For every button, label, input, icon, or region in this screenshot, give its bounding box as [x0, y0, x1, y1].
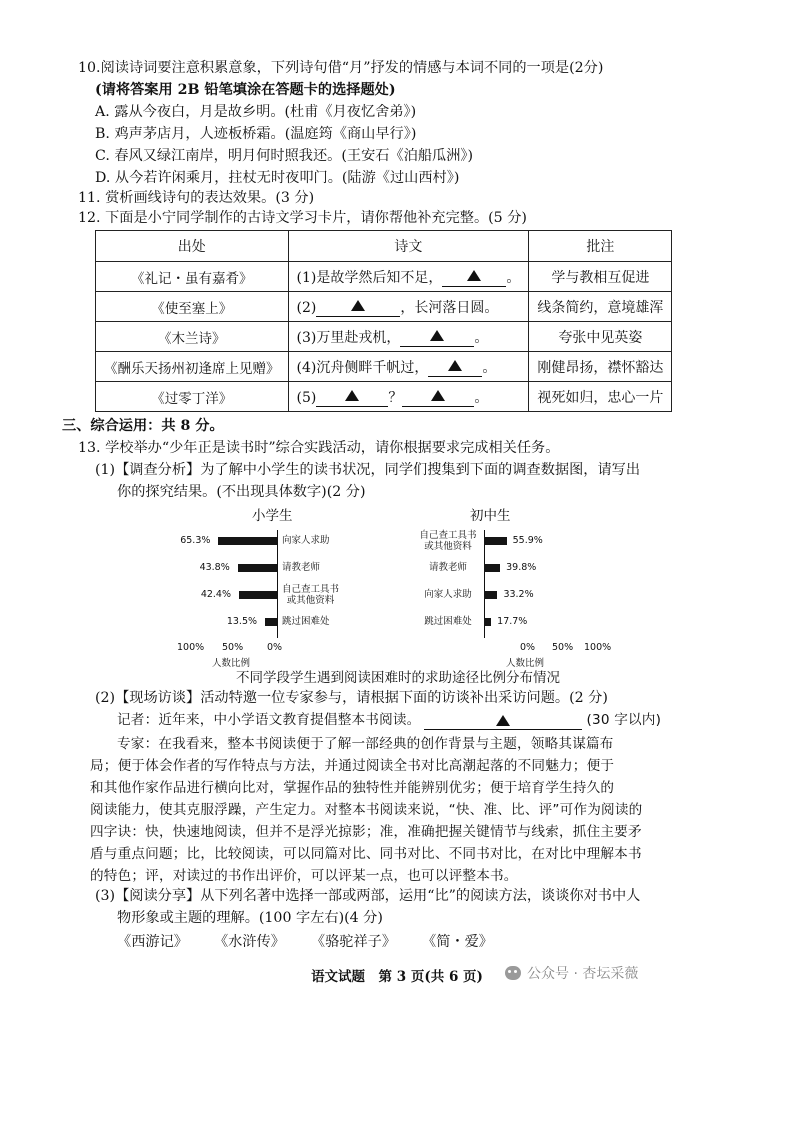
- row-note: 线条简约，意境雄浑: [529, 292, 672, 322]
- q13-part3-line2: 物形象或主题的理解。(100 字左右)(4 分): [117, 910, 383, 926]
- category-label: 跳过困难处: [424, 616, 472, 627]
- bar: [218, 537, 277, 545]
- chart-title: 小学生: [252, 508, 293, 524]
- q11-stem: 11. 赏析画线诗句的表达效果。(3 分): [78, 190, 315, 206]
- text-part: 。: [482, 359, 497, 376]
- answer-blank[interactable]: [424, 712, 582, 730]
- section-heading: 三、综合运用：共 8 分。: [62, 418, 224, 434]
- q13-stem: 13. 学校举办“少年正是读书时”综合实践活动，请你根据要求完成相关任务。: [78, 440, 560, 456]
- book-list: [117, 932, 493, 952]
- watermark-text: 公众号 · 杏坛采薇: [527, 966, 639, 982]
- bar: [265, 618, 277, 626]
- q10-stem: 10.阅读诗词要注意积累意象，下列诗句借“月”抒发的情感与本词不同的一项是(2分): [78, 60, 604, 76]
- x-tick-label: 100%: [177, 642, 205, 653]
- q13-part2: (2)【现场访谈】活动特邀一位专家参与，请根据下面的访谈补出采访问题。(2 分): [95, 690, 608, 706]
- data-label: 33.2%: [503, 589, 534, 600]
- bar: [239, 591, 277, 599]
- q13-part3-line1: (3)【阅读分享】从下列名著中选择一部或两部，运用“比”的阅读方法，谈谈你对书中人: [95, 888, 641, 904]
- text-part: (1)是故学然后知不足，: [296, 269, 443, 286]
- text-part: ？: [388, 389, 403, 406]
- category-label: 跳过困难处: [282, 616, 330, 627]
- text-part: 。: [474, 329, 489, 346]
- row-text: [288, 292, 529, 322]
- chart-title: 初中生: [470, 508, 511, 524]
- book-title: 《西游记》: [117, 934, 188, 950]
- text-part: 。: [506, 269, 521, 286]
- category-label: 向家人求助: [424, 589, 472, 600]
- category-label: 自己查工具书 或其他资料: [419, 530, 477, 552]
- x-tick-label: 0%: [520, 642, 536, 653]
- answer-blank[interactable]: [316, 299, 400, 317]
- category-label: 自己查工具书 或其他资料: [282, 584, 340, 606]
- x-tick-label: 50%: [552, 642, 574, 653]
- row-text: [288, 352, 529, 382]
- text-part: ，长河落日圆。: [400, 299, 499, 316]
- triangle-marker-icon: [467, 270, 481, 281]
- x-tick-label: 50%: [222, 642, 244, 653]
- table-row: [96, 352, 672, 382]
- data-label: 17.7%: [497, 616, 528, 627]
- data-label: 39.8%: [506, 562, 537, 573]
- answer-blank[interactable]: [428, 359, 482, 377]
- category-label: 向家人求助: [282, 535, 330, 546]
- expert-line: 和其他作家作品进行横向比对，掌握作品的独特性并能辨别优劣；便于培育学生持久的: [90, 780, 615, 796]
- q10-option-c: C. 春风又绿江南岸，明月何时照我还。(王安石《泊船瓜洲》): [95, 148, 474, 164]
- expert-line: 局；便于体会作者的写作特点与方法，并通过阅读全书对比高潮起落的不同魅力；便于: [90, 758, 615, 774]
- x-axis-label: 人数比例: [212, 658, 251, 669]
- reporter-line: [117, 710, 661, 730]
- triangle-marker-icon: [431, 390, 445, 401]
- q13-part1-line1: (1)【调查分析】为了解中小学生的读书状况，同学们搜集到下面的调查数据图，请写出: [95, 462, 641, 478]
- page-footer: 语文试题 第 3 页(共 6 页): [311, 969, 483, 985]
- triangle-marker-icon: [345, 390, 359, 401]
- category-label: 请教老师: [428, 562, 467, 573]
- book-title: 《简・爱》: [422, 934, 493, 950]
- answer-blank[interactable]: [316, 389, 388, 407]
- x-tick-label: 0%: [267, 642, 283, 653]
- bar: [484, 618, 491, 626]
- bar: [484, 537, 507, 545]
- text-part: (4)沉舟侧畔千帆过，: [296, 359, 429, 376]
- bar: [484, 564, 500, 572]
- row-text: [288, 262, 529, 292]
- y-axis-line: [277, 530, 278, 638]
- row-source: 《使至塞上》: [96, 292, 289, 322]
- reporter-text: 记者：近年来，中小学语文教育提倡整本书阅读。: [117, 712, 421, 728]
- expert-line: 的特色；评，对读过的书作出评价，可以评某一点，也可以评整本书。: [90, 868, 518, 884]
- triangle-marker-icon: [430, 330, 444, 341]
- answer-blank[interactable]: [442, 269, 506, 287]
- data-label: 13.5%: [226, 616, 258, 627]
- table-row: [96, 382, 672, 412]
- bar: [238, 564, 277, 572]
- category-label: 请教老师: [282, 562, 321, 573]
- table-header-row: [96, 231, 672, 262]
- row-note: 刚健昂扬，襟怀豁达: [529, 352, 672, 382]
- row-note: 学与教相互促进: [529, 262, 672, 292]
- header-source: 出处: [96, 231, 289, 262]
- x-tick-label: 100%: [584, 642, 612, 653]
- chart-middle-school: [410, 504, 612, 669]
- triangle-marker-icon: [351, 300, 365, 311]
- book-title: 《水浒传》: [213, 934, 285, 950]
- triangle-marker-icon: [496, 715, 510, 726]
- chart-primary-school: [170, 504, 410, 669]
- data-label: 65.3%: [180, 535, 211, 546]
- study-card-table: [95, 230, 672, 412]
- text-part: (5): [296, 389, 317, 406]
- wechat-icon: [505, 966, 521, 980]
- table-row: [96, 262, 672, 292]
- data-label: 43.8%: [199, 562, 230, 573]
- row-note: 夸张中见英姿: [529, 322, 672, 352]
- row-text: [288, 382, 529, 412]
- q10-instruction: (请将答案用 2B 铅笔填涂在答题卡的选择题处): [95, 82, 396, 98]
- chart-caption: 不同学段学生遇到阅读困难时的求助途径比例分布情况: [236, 670, 560, 686]
- q12-stem: 12. 下面是小宁同学制作的古诗文学习卡片，请你帮他补充完整。(5 分): [78, 210, 527, 226]
- expert-line: 四字诀：快，快速地阅读，但并不是浮光掠影；准，准确把握关键情节与线索，抓住主要矛: [90, 824, 642, 840]
- expert-line: 专家：在我看来，整本书阅读便于了解一部经典的创作背景与主题，领略其谋篇布: [117, 736, 614, 752]
- text-part: (3)万里赴戎机，: [296, 329, 401, 346]
- x-axis-label: 人数比例: [506, 658, 545, 669]
- book-title: 《骆驼祥子》: [310, 934, 397, 950]
- data-label: 42.4%: [200, 589, 232, 600]
- watermark: [505, 963, 638, 983]
- row-source: 《酬乐天扬州初逢席上见赠》: [96, 352, 289, 382]
- row-note: 视死如归，忠心一片: [529, 382, 672, 412]
- header-note: 批注: [529, 231, 672, 262]
- table-row: [96, 322, 672, 352]
- triangle-marker-icon: [448, 360, 462, 371]
- expert-line: 盾与重点问题；比，比较阅读，可以同篇对比、同书对比、不同书对比，在对比中理解本书: [90, 846, 642, 862]
- row-source: 《木兰诗》: [96, 322, 289, 352]
- text-part: 。: [474, 389, 489, 406]
- q10-option-d: D. 从今若许闲乘月，拄杖无时夜叩门。(陆游《过山西村》): [95, 170, 460, 186]
- row-source: 《过零丁洋》: [96, 382, 289, 412]
- row-source: 《礼记・虽有嘉肴》: [96, 262, 289, 292]
- header-text: 诗文: [288, 231, 529, 262]
- text-part: (2): [296, 299, 317, 316]
- data-label: 55.9%: [512, 535, 543, 546]
- q10-option-a: A. 露从今夜白，月是故乡明。(杜甫《月夜忆舍弟》): [95, 104, 417, 120]
- answer-blank[interactable]: [400, 329, 474, 347]
- table-row: [96, 292, 672, 322]
- answer-blank[interactable]: [402, 389, 474, 407]
- q10-option-b: B. 鸡声茅店月，人迹板桥霜。(温庭筠《商山早行》): [95, 126, 417, 142]
- word-limit: (30 字以内): [586, 712, 662, 728]
- q13-part1-line2: 你的探究结果。(不出现具体数字)(2 分): [117, 484, 366, 500]
- row-text: [288, 322, 529, 352]
- bar: [484, 591, 497, 599]
- expert-line: 阅读能力，使其克服浮躁，产生定力。对整本书阅读来说，“快、准、比、评”可作为阅读的: [90, 802, 643, 818]
